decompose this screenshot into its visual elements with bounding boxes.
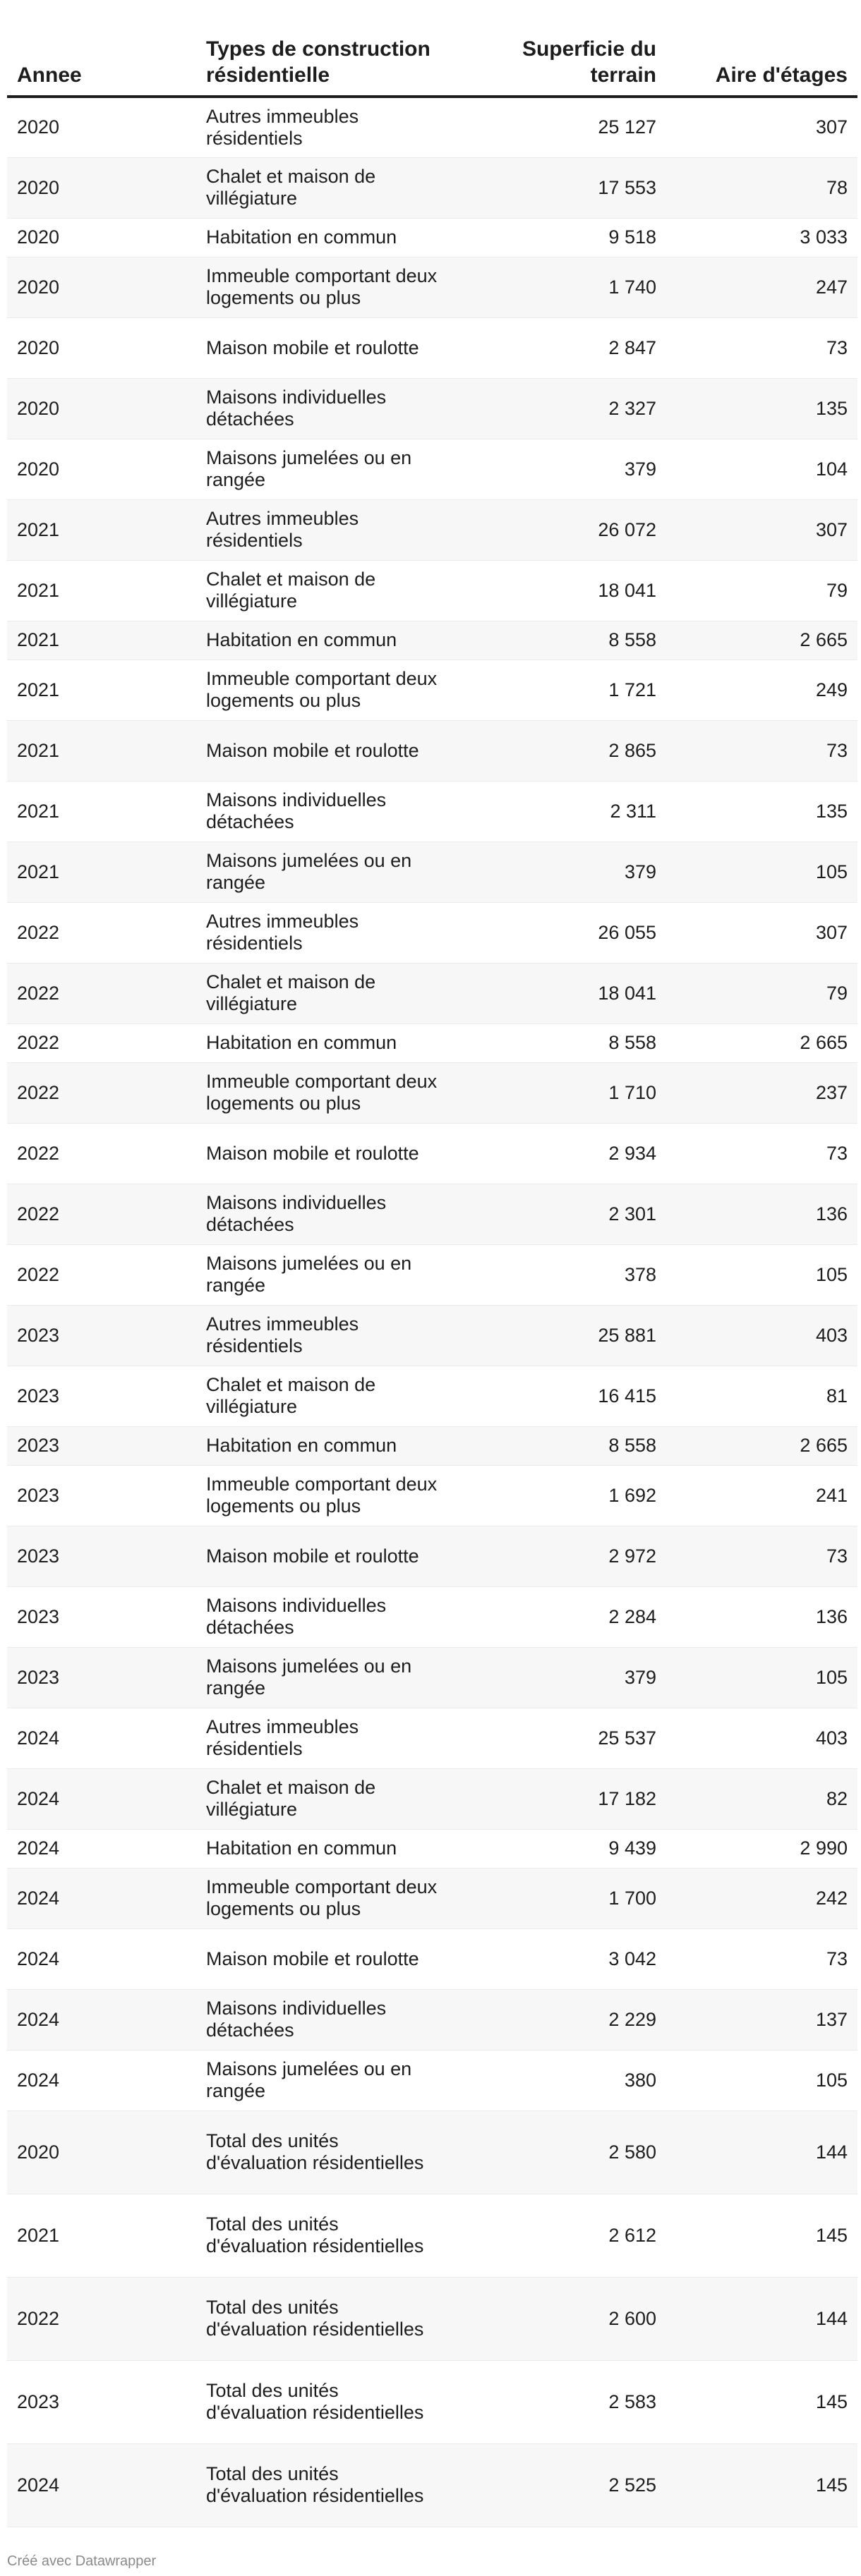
cell-type: Maisons jumelées ou en rangée [196, 1647, 447, 1708]
header-row [7, 31, 857, 97]
cell-type: Maisons individuelles détachées [196, 781, 447, 842]
cell-floor-area: 2 665 [666, 1426, 857, 1465]
cell-year: 2020 [7, 97, 196, 157]
cell-year: 2021 [7, 660, 196, 720]
cell-type: Chalet et maison de villégiature [196, 963, 447, 1023]
header-year[interactable]: Annee [7, 31, 196, 97]
table-row [7, 621, 857, 660]
cell-land-area: 1 721 [447, 660, 666, 720]
table-row [7, 1647, 857, 1708]
cell-floor-area: 2 990 [666, 1829, 857, 1868]
cell-land-area: 2 612 [447, 2194, 666, 2277]
cell-type: Maisons jumelées ou en rangée [196, 1244, 447, 1305]
cell-land-area: 9 518 [447, 218, 666, 257]
table-row [7, 1526, 857, 1586]
cell-floor-area: 137 [666, 1989, 857, 2050]
cell-year: 2022 [7, 2277, 196, 2360]
cell-type: Maisons individuelles détachées [196, 1586, 447, 1647]
cell-year: 2024 [7, 1989, 196, 2050]
cell-land-area: 2 311 [447, 781, 666, 842]
table-row [7, 499, 857, 560]
cell-land-area: 2 972 [447, 1526, 666, 1586]
table-row [7, 781, 857, 842]
table-row [7, 963, 857, 1023]
cell-type: Habitation en commun [196, 218, 447, 257]
cell-year: 2023 [7, 1526, 196, 1586]
cell-land-area: 3 042 [447, 1928, 666, 1989]
table-row [7, 1768, 857, 1829]
cell-floor-area: 136 [666, 1586, 857, 1647]
cell-floor-area: 73 [666, 1928, 857, 1989]
cell-floor-area: 145 [666, 2194, 857, 2277]
cell-year: 2024 [7, 2443, 196, 2527]
cell-floor-area: 144 [666, 2110, 857, 2194]
table-row [7, 1829, 857, 1868]
cell-floor-area: 78 [666, 157, 857, 218]
cell-type: Total des unités d'évaluation résidentielles [196, 2360, 447, 2443]
table-row [7, 1023, 857, 1062]
table-row [7, 1928, 857, 1989]
cell-land-area: 8 558 [447, 1023, 666, 1062]
cell-land-area: 16 415 [447, 1366, 666, 1426]
data-table [7, 31, 857, 2527]
cell-year: 2024 [7, 1708, 196, 1768]
table-row [7, 720, 857, 781]
cell-floor-area: 105 [666, 2050, 857, 2110]
cell-floor-area: 73 [666, 317, 857, 378]
cell-land-area: 25 881 [447, 1305, 666, 1366]
table-row [7, 1868, 857, 1928]
cell-year: 2024 [7, 1928, 196, 1989]
cell-type: Chalet et maison de villégiature [196, 1366, 447, 1426]
table-row [7, 2194, 857, 2277]
cell-land-area: 379 [447, 1647, 666, 1708]
cell-year: 2022 [7, 1123, 196, 1184]
table-row [7, 1989, 857, 2050]
header-floor-area[interactable]: Aire d'étages [666, 31, 857, 97]
cell-type: Habitation en commun [196, 1829, 447, 1868]
cell-type: Habitation en commun [196, 1426, 447, 1465]
table-row [7, 1708, 857, 1768]
cell-year: 2021 [7, 842, 196, 902]
table-row [7, 2050, 857, 2110]
table-row [7, 560, 857, 621]
cell-type: Chalet et maison de villégiature [196, 560, 447, 621]
table-row [7, 378, 857, 439]
cell-land-area: 2 229 [447, 1989, 666, 2050]
cell-floor-area: 247 [666, 257, 857, 317]
cell-year: 2020 [7, 257, 196, 317]
cell-floor-area: 307 [666, 902, 857, 963]
cell-land-area: 2 865 [447, 720, 666, 781]
cell-floor-area: 2 665 [666, 1023, 857, 1062]
table-row [7, 218, 857, 257]
table-row [7, 257, 857, 317]
cell-year: 2024 [7, 2050, 196, 2110]
cell-type: Maisons jumelées ou en rangée [196, 439, 447, 499]
cell-type: Immeuble comportant deux logements ou plus [196, 660, 447, 720]
cell-land-area: 26 072 [447, 499, 666, 560]
cell-land-area: 25 127 [447, 97, 666, 157]
cell-floor-area: 73 [666, 1123, 857, 1184]
cell-land-area: 380 [447, 2050, 666, 2110]
cell-type: Immeuble comportant deux logements ou plus [196, 1062, 447, 1123]
cell-type: Maisons individuelles détachées [196, 1184, 447, 1244]
cell-type: Maisons individuelles détachées [196, 1989, 447, 2050]
cell-land-area: 18 041 [447, 560, 666, 621]
cell-year: 2021 [7, 2194, 196, 2277]
table-header [7, 31, 857, 97]
cell-year: 2020 [7, 218, 196, 257]
cell-type: Autres immeubles résidentiels [196, 902, 447, 963]
cell-type: Autres immeubles résidentiels [196, 1708, 447, 1768]
cell-year: 2021 [7, 499, 196, 560]
cell-type: Total des unités d'évaluation résidentielles [196, 2443, 447, 2527]
cell-type: Chalet et maison de villégiature [196, 1768, 447, 1829]
data-table-container [7, 31, 857, 2527]
cell-year: 2020 [7, 317, 196, 378]
table-row [7, 1123, 857, 1184]
cell-year: 2023 [7, 1305, 196, 1366]
cell-floor-area: 105 [666, 842, 857, 902]
cell-floor-area: 145 [666, 2443, 857, 2527]
cell-land-area: 17 182 [447, 1768, 666, 1829]
cell-land-area: 2 327 [447, 378, 666, 439]
cell-year: 2023 [7, 1647, 196, 1708]
cell-floor-area: 81 [666, 1366, 857, 1426]
table-body [7, 97, 857, 2527]
cell-type: Autres immeubles résidentiels [196, 97, 447, 157]
cell-year: 2022 [7, 902, 196, 963]
cell-type: Habitation en commun [196, 621, 447, 660]
cell-year: 2022 [7, 1184, 196, 1244]
table-row [7, 1586, 857, 1647]
cell-land-area: 2 847 [447, 317, 666, 378]
cell-floor-area: 145 [666, 2360, 857, 2443]
table-row [7, 1305, 857, 1366]
cell-floor-area: 242 [666, 1868, 857, 1928]
cell-floor-area: 249 [666, 660, 857, 720]
table-row [7, 2443, 857, 2527]
cell-year: 2020 [7, 439, 196, 499]
cell-year: 2020 [7, 2110, 196, 2194]
cell-land-area: 18 041 [447, 963, 666, 1023]
cell-land-area: 2 301 [447, 1184, 666, 1244]
cell-floor-area: 144 [666, 2277, 857, 2360]
cell-type: Maison mobile et roulotte [196, 1123, 447, 1184]
cell-floor-area: 136 [666, 1184, 857, 1244]
cell-year: 2020 [7, 378, 196, 439]
table-row [7, 97, 857, 157]
cell-floor-area: 104 [666, 439, 857, 499]
cell-land-area: 2 580 [447, 2110, 666, 2194]
cell-year: 2023 [7, 1465, 196, 1526]
cell-year: 2022 [7, 963, 196, 1023]
cell-floor-area: 3 033 [666, 218, 857, 257]
cell-year: 2023 [7, 2360, 196, 2443]
table-row [7, 660, 857, 720]
cell-type: Habitation en commun [196, 1023, 447, 1062]
cell-year: 2024 [7, 1829, 196, 1868]
cell-land-area: 2 284 [447, 1586, 666, 1647]
table-row [7, 317, 857, 378]
cell-land-area: 2 934 [447, 1123, 666, 1184]
cell-floor-area: 105 [666, 1647, 857, 1708]
cell-type: Total des unités d'évaluation résidentielles [196, 2194, 447, 2277]
cell-year: 2024 [7, 1868, 196, 1928]
cell-type: Total des unités d'évaluation résidentielles [196, 2110, 447, 2194]
cell-land-area: 1 700 [447, 1868, 666, 1928]
cell-type: Chalet et maison de villégiature [196, 157, 447, 218]
cell-land-area: 379 [447, 842, 666, 902]
cell-year: 2022 [7, 1244, 196, 1305]
cell-year: 2021 [7, 781, 196, 842]
cell-floor-area: 79 [666, 560, 857, 621]
cell-floor-area: 73 [666, 720, 857, 781]
cell-land-area: 25 537 [447, 1708, 666, 1768]
cell-land-area: 2 525 [447, 2443, 666, 2527]
table-row [7, 842, 857, 902]
table-row [7, 1184, 857, 1244]
cell-type: Immeuble comportant deux logements ou plus [196, 257, 447, 317]
cell-year: 2022 [7, 1023, 196, 1062]
cell-type: Total des unités d'évaluation résidentielles [196, 2277, 447, 2360]
cell-floor-area: 82 [666, 1768, 857, 1829]
table-row [7, 439, 857, 499]
cell-land-area: 1 710 [447, 1062, 666, 1123]
cell-type: Maison mobile et roulotte [196, 1526, 447, 1586]
header-type[interactable]: Types de construction résidentielle [196, 31, 447, 97]
cell-floor-area: 73 [666, 1526, 857, 1586]
cell-type: Maison mobile et roulotte [196, 317, 447, 378]
cell-floor-area: 307 [666, 499, 857, 560]
cell-type: Maison mobile et roulotte [196, 720, 447, 781]
cell-floor-area: 403 [666, 1305, 857, 1366]
table-row [7, 1366, 857, 1426]
header-land-area[interactable]: Superficie du terrain [447, 31, 666, 97]
cell-type: Maisons jumelées ou en rangée [196, 2050, 447, 2110]
cell-year: 2023 [7, 1426, 196, 1465]
cell-land-area: 378 [447, 1244, 666, 1305]
table-row [7, 2277, 857, 2360]
cell-floor-area: 79 [666, 963, 857, 1023]
cell-year: 2022 [7, 1062, 196, 1123]
table-row [7, 2360, 857, 2443]
cell-type: Autres immeubles résidentiels [196, 1305, 447, 1366]
cell-type: Immeuble comportant deux logements ou plus [196, 1465, 447, 1526]
cell-year: 2021 [7, 720, 196, 781]
cell-land-area: 2 583 [447, 2360, 666, 2443]
cell-land-area: 1 692 [447, 1465, 666, 1526]
cell-land-area: 8 558 [447, 621, 666, 660]
cell-floor-area: 403 [666, 1708, 857, 1768]
cell-land-area: 9 439 [447, 1829, 666, 1868]
cell-floor-area: 2 665 [666, 621, 857, 660]
cell-type: Autres immeubles résidentiels [196, 499, 447, 560]
cell-land-area: 8 558 [447, 1426, 666, 1465]
cell-floor-area: 105 [666, 1244, 857, 1305]
cell-floor-area: 307 [666, 97, 857, 157]
table-row [7, 1244, 857, 1305]
cell-floor-area: 135 [666, 781, 857, 842]
cell-type: Maison mobile et roulotte [196, 1928, 447, 1989]
cell-land-area: 379 [447, 439, 666, 499]
cell-year: 2021 [7, 621, 196, 660]
table-row [7, 1062, 857, 1123]
cell-floor-area: 241 [666, 1465, 857, 1526]
table-row [7, 2110, 857, 2194]
cell-land-area: 26 055 [447, 902, 666, 963]
cell-type: Maisons jumelées ou en rangée [196, 842, 447, 902]
cell-year: 2023 [7, 1586, 196, 1647]
footer-credit[interactable]: Créé avec Datawrapper [7, 2553, 157, 2569]
cell-land-area: 2 600 [447, 2277, 666, 2360]
table-row [7, 902, 857, 963]
cell-year: 2024 [7, 1768, 196, 1829]
table-row [7, 1465, 857, 1526]
cell-type: Immeuble comportant deux logements ou plus [196, 1868, 447, 1928]
cell-year: 2023 [7, 1366, 196, 1426]
cell-year: 2020 [7, 157, 196, 218]
table-row [7, 1426, 857, 1465]
table-row [7, 157, 857, 218]
cell-land-area: 17 553 [447, 157, 666, 218]
cell-type: Maisons individuelles détachées [196, 378, 447, 439]
cell-floor-area: 237 [666, 1062, 857, 1123]
cell-land-area: 1 740 [447, 257, 666, 317]
cell-floor-area: 135 [666, 378, 857, 439]
cell-year: 2021 [7, 560, 196, 621]
